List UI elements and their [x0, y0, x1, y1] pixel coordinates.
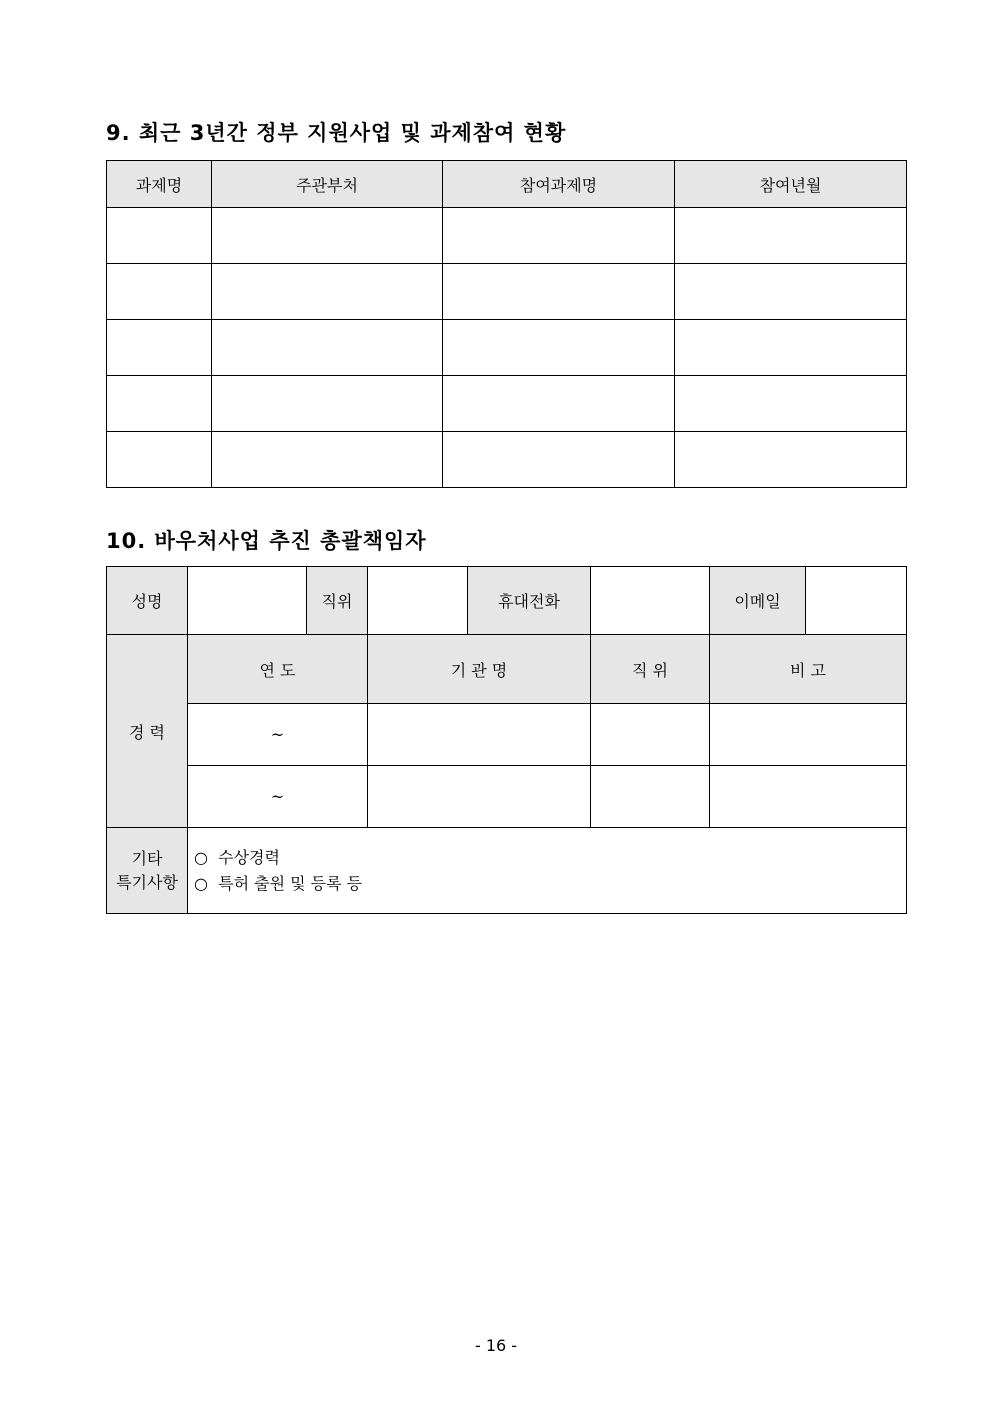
- section-9-title: 9. 최근 3년간 정부 지원사업 및 과제참여 현황: [106, 121, 567, 145]
- manager-table: [106, 566, 907, 914]
- project-name-cell[interactable]: [107, 432, 212, 488]
- page-number: - 16 -: [474, 1336, 518, 1355]
- participated-project-cell[interactable]: [443, 432, 675, 488]
- career-header-note: 비 고: [710, 635, 907, 704]
- participated-project-cell[interactable]: [443, 320, 675, 376]
- table-row: [107, 432, 907, 488]
- section-10-title: 10. 바우처사업 추진 총괄책임자: [106, 529, 427, 553]
- participated-project-cell[interactable]: [443, 376, 675, 432]
- career-year-cell[interactable]: ~: [188, 704, 368, 766]
- project-name-cell[interactable]: [107, 208, 212, 264]
- participation-date-cell[interactable]: [675, 320, 907, 376]
- career-position-cell[interactable]: [591, 766, 710, 828]
- career-header-year: 연 도: [188, 635, 368, 704]
- career-label: 경 력: [107, 635, 188, 828]
- note-patents: ○ 특허 출원 및 등록 등: [194, 873, 363, 893]
- participation-date-cell[interactable]: [675, 432, 907, 488]
- position-field[interactable]: [368, 567, 468, 635]
- ministry-cell[interactable]: [212, 208, 443, 264]
- project-name-cell[interactable]: [107, 320, 212, 376]
- participation-date-cell[interactable]: [675, 208, 907, 264]
- project-name-cell[interactable]: [107, 264, 212, 320]
- participation-date-cell[interactable]: [675, 376, 907, 432]
- ministry-cell[interactable]: [212, 320, 443, 376]
- name-label: 성명: [107, 567, 188, 635]
- project-name-cell[interactable]: [107, 376, 212, 432]
- header-participated-project: 참여과제명: [443, 161, 675, 208]
- participation-date-cell[interactable]: [675, 264, 907, 320]
- career-header-institution: 기 관 명: [368, 635, 591, 704]
- career-row: [107, 766, 907, 828]
- other-notes-content[interactable]: [188, 828, 907, 914]
- career-header-row: [107, 635, 907, 704]
- career-institution-cell[interactable]: [368, 704, 591, 766]
- ministry-cell[interactable]: [212, 432, 443, 488]
- career-row: [107, 704, 907, 766]
- header-project-name: 과제명: [107, 161, 212, 208]
- ministry-cell[interactable]: [212, 376, 443, 432]
- table-header-row: [107, 161, 907, 208]
- phone-label: 휴대전화: [468, 567, 591, 635]
- participated-project-cell[interactable]: [443, 264, 675, 320]
- career-institution-cell[interactable]: [368, 766, 591, 828]
- email-field[interactable]: [806, 567, 907, 635]
- other-label-line-1: 기타: [131, 848, 163, 868]
- header-ministry: 주관부처: [212, 161, 443, 208]
- name-field[interactable]: [188, 567, 307, 635]
- career-year-cell[interactable]: ~: [188, 766, 368, 828]
- phone-field[interactable]: [591, 567, 710, 635]
- position-label: 직위: [307, 567, 368, 635]
- other-notes-row: [107, 828, 907, 914]
- note-awards: ○ 수상경력: [194, 847, 280, 867]
- career-position-cell[interactable]: [591, 704, 710, 766]
- email-label: 이메일: [710, 567, 806, 635]
- table-row: [107, 208, 907, 264]
- other-label-line-2: 특기사항: [116, 872, 178, 892]
- table-row: [107, 320, 907, 376]
- career-note-cell[interactable]: [710, 704, 907, 766]
- ministry-cell[interactable]: [212, 264, 443, 320]
- table-row: [107, 376, 907, 432]
- government-project-table: [106, 160, 907, 488]
- career-note-cell[interactable]: [710, 766, 907, 828]
- participated-project-cell[interactable]: [443, 208, 675, 264]
- manager-info-row: [107, 567, 907, 635]
- header-participation-date: 참여년월: [675, 161, 907, 208]
- other-notes-label: [107, 828, 188, 914]
- career-header-position: 직 위: [591, 635, 710, 704]
- table-row: [107, 264, 907, 320]
